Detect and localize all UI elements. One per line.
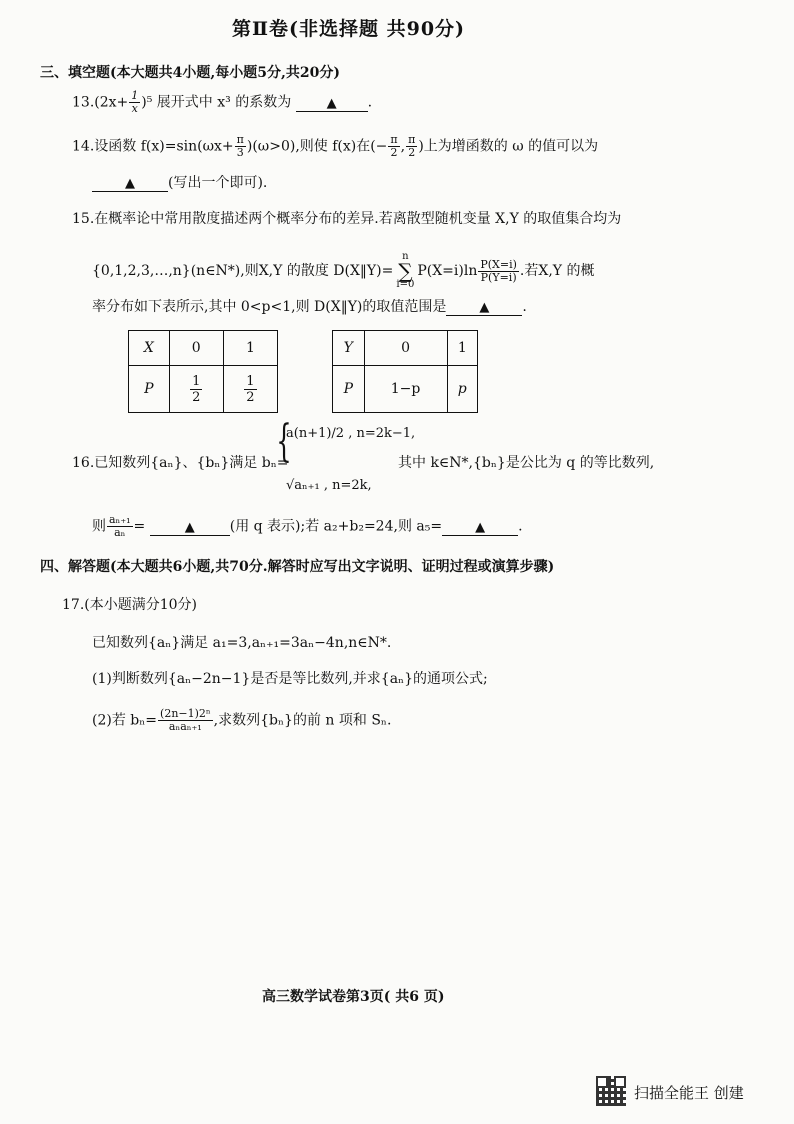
answer-blank: ▲ (92, 175, 168, 192)
table-header-cell: 0 (364, 331, 447, 366)
case-1: a(n+1)/2 , n=2k−1, (286, 426, 416, 441)
table-cell: $\frac{1}{2}$ (169, 366, 223, 413)
table-header-cell: 1 (447, 331, 477, 366)
watermark: 扫描全能王 创建 (634, 1084, 744, 1102)
table-cell: P (129, 366, 170, 413)
answer-blank: ▲ (442, 519, 518, 536)
question-14-line2: ▲ (写出一个即可). (92, 172, 267, 192)
table-header-cell: 1 (223, 331, 277, 366)
page-title: 第Ⅱ卷(非选择题 共90分) (232, 18, 466, 40)
question-17-title: 17.(本小题满分10分) (62, 597, 198, 613)
question-14: 14.设函数 f(x)=sin(ωx+ $\frac{\pi}{3}$ )(ω>0),则使 f(x)在(− $\frac{\pi}{2}$ , $\frac{\pi}{2}$ )上为增函数的 ω 的值可以为 (72, 133, 599, 159)
table-header-cell: X (129, 331, 170, 366)
table-header-cell: Y (333, 331, 365, 366)
brace: { (276, 416, 292, 467)
page-footer: 高三数学试卷第3页( 共6 页) (262, 989, 445, 1005)
question-16-line2: 则 $\frac{\text{aₙ₊₁}}{\text{aₙ}}$ = ▲ (用 q 表示);若 a₂+b₂=24,则 a₅= ▲ . (92, 513, 523, 539)
distribution-table-x (128, 330, 278, 413)
question-15-line3: 率分布如下表所示,其中 0<p<1,则 D(X‖Y)的取值范围是 ▲ . (92, 299, 527, 315)
question-15-line2: {0,1,2,3,…,n}(n∈N*),则X,Y 的散度 D(X‖Y)= n ∑ i=0 P(X=i)ln $\frac{P(X=i)}{P(Y=i)}$ .若X,Y 的概 (92, 251, 595, 290)
question-16: 16.已知数列{aₙ}、{bₙ}满足 bₙ= (72, 455, 289, 471)
table-cell: $\frac{1}{2}$ (223, 366, 277, 413)
section-3-heading: 三、填空题(本大题共4小题,每小题5分,共20分) (40, 65, 340, 81)
distribution-table-y (332, 330, 478, 413)
table-cell: P (333, 366, 365, 413)
section-4-heading: 四、解答题(本大题共6小题,共70分.解答时应写出文字说明、证明过程或演算步骤) (40, 559, 555, 575)
qr-code-icon (596, 1076, 626, 1106)
question-16-cont: 其中 k∈N*,{bₙ}是公比为 q 的等比数列, (398, 455, 655, 471)
case-2: √aₙ₊₁ , n=2k, (286, 478, 372, 493)
question-17-part2: (2)若 bₙ= $\frac{\text{(2n−1)2ⁿ}}{\text{aₙaₙ₊₁}}$ ,求数列{bₙ}的前 n 项和 Sₙ. (92, 707, 392, 733)
question-17-part1: (1)判断数列{aₙ−2n−1}是否是等比数列,并求{aₙ}的通项公式; (92, 671, 488, 687)
answer-blank: ▲ (446, 299, 522, 316)
answer-blank: ▲ (150, 519, 230, 536)
question-15: 15.在概率论中常用散度描述两个概率分布的差异.若离散型随机变量 X,Y 的取值集合均为 (72, 211, 622, 227)
answer-blank: ▲ (296, 95, 368, 112)
table-cell: p (447, 366, 477, 413)
table-cell: 1−p (364, 366, 447, 413)
question-13: 13.(2x+ $\frac{1}{x}$ )⁵ 展开式中 x³ 的系数为 ▲ . (72, 89, 373, 115)
question-17-line1: 已知数列{aₙ}满足 a₁=3,aₙ₊₁=3aₙ−4n,n∈N*. (92, 635, 392, 651)
table-header-cell: 0 (169, 331, 223, 366)
